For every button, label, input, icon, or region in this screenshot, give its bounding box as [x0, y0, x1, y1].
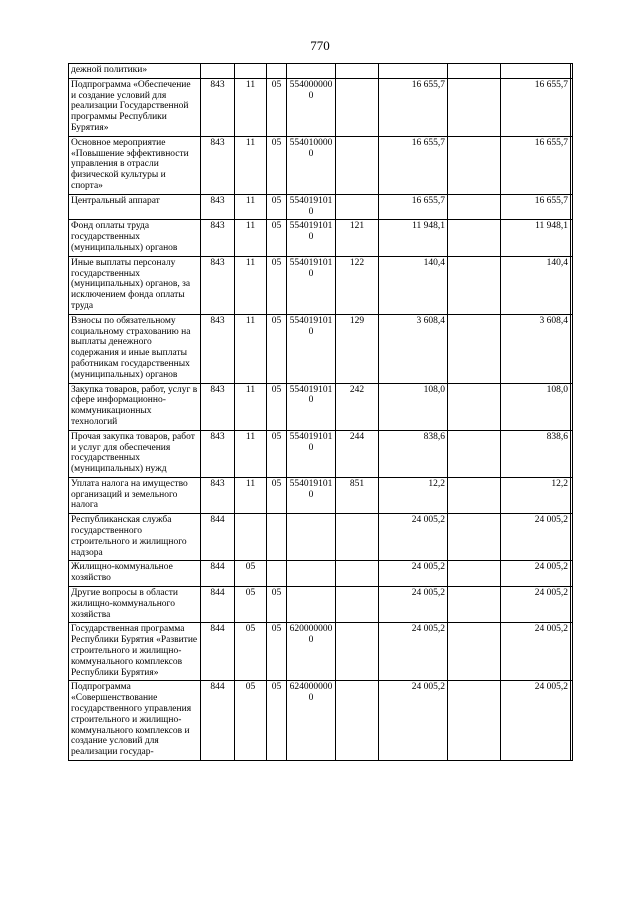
- cell-name: Иные выплаты персоналу государственных (муниципальных) органов, за исключением фонда оплаты труда: [69, 256, 201, 314]
- cell-rz: 11: [235, 220, 267, 256]
- cell-name: Прочая закупка товаров, работ и услуг для обеспечения государственных (муниципальных) нужд: [69, 430, 201, 477]
- cell-sum1: 140,4: [379, 256, 448, 314]
- empty-cell: [448, 587, 501, 623]
- cell-vr: [336, 78, 379, 136]
- budget-table: [68, 63, 573, 761]
- cell-vr: 122: [336, 256, 379, 314]
- cell-sum2: 12,2: [501, 477, 571, 513]
- cell-vr: [336, 514, 379, 561]
- empty-cell: [448, 136, 501, 194]
- cell-sum1: 11 948,1: [379, 220, 448, 256]
- cell-name: Жилищно-коммунальное хозяйство: [69, 561, 201, 587]
- table-row: [69, 256, 573, 314]
- table-row: [69, 514, 573, 561]
- page-number: 770: [310, 38, 330, 53]
- cell-sum2: 24 005,2: [501, 561, 571, 587]
- empty-cell: [571, 64, 573, 79]
- empty-cell: [448, 514, 501, 561]
- cell-name: Республиканская служба государственного строительного и жилищного надзора: [69, 514, 201, 561]
- cell-sum1: 24 005,2: [379, 623, 448, 681]
- empty-cell: [571, 514, 573, 561]
- cell-sum2: 11 948,1: [501, 220, 571, 256]
- empty-cell: [571, 623, 573, 681]
- empty-cell: [448, 561, 501, 587]
- cell-csr: 6200000000: [287, 623, 336, 681]
- cell-sum2: 16 655,7: [501, 194, 571, 220]
- cell-vr: 129: [336, 314, 379, 383]
- cell-csr: 5540191010: [287, 430, 336, 477]
- cell-sum2: 838,6: [501, 430, 571, 477]
- empty-cell: [448, 314, 501, 383]
- cell-rz: [235, 514, 267, 561]
- cell-name: дежной политики»: [69, 64, 201, 79]
- cell-sum1: 16 655,7: [379, 136, 448, 194]
- cell-vr: [336, 587, 379, 623]
- cell-pr: [267, 64, 287, 79]
- cell-name: Взносы по обязательному социальному страхованию на выплаты денежного содержания и иные выплаты работникам государственных (муниципальных) органов: [69, 314, 201, 383]
- empty-cell: [571, 561, 573, 587]
- cell-sum2: 24 005,2: [501, 681, 571, 761]
- empty-cell: [571, 194, 573, 220]
- cell-sum1: 16 655,7: [379, 194, 448, 220]
- cell-pr: 05: [267, 194, 287, 220]
- cell-csr: [287, 561, 336, 587]
- empty-cell: [571, 477, 573, 513]
- cell-rz: [235, 64, 267, 79]
- cell-rz: 11: [235, 256, 267, 314]
- cell-csr: 5540191010: [287, 220, 336, 256]
- cell-vr: 121: [336, 220, 379, 256]
- cell-sum2: 24 005,2: [501, 587, 571, 623]
- table-body: [69, 64, 573, 761]
- cell-rz: 11: [235, 78, 267, 136]
- cell-grbs: 843: [201, 194, 235, 220]
- cell-grbs: 843: [201, 430, 235, 477]
- table-row: [69, 220, 573, 256]
- cell-name: Другие вопросы в области жилищно-коммунального хозяйства: [69, 587, 201, 623]
- cell-name: Центральный аппарат: [69, 194, 201, 220]
- empty-cell: [448, 623, 501, 681]
- cell-grbs: 844: [201, 514, 235, 561]
- cell-pr: 05: [267, 136, 287, 194]
- cell-pr: 05: [267, 314, 287, 383]
- cell-grbs: 843: [201, 136, 235, 194]
- cell-grbs: [201, 64, 235, 79]
- empty-cell: [448, 64, 501, 79]
- cell-sum2: 16 655,7: [501, 78, 571, 136]
- table-row: [69, 383, 573, 430]
- cell-pr: 05: [267, 383, 287, 430]
- cell-sum1: 3 608,4: [379, 314, 448, 383]
- cell-vr: 242: [336, 383, 379, 430]
- cell-csr: [287, 514, 336, 561]
- cell-vr: [336, 561, 379, 587]
- cell-vr: [336, 681, 379, 761]
- cell-sum1: 16 655,7: [379, 78, 448, 136]
- cell-csr: 5540000000: [287, 78, 336, 136]
- cell-grbs: 843: [201, 314, 235, 383]
- cell-grbs: 843: [201, 383, 235, 430]
- cell-vr: [336, 64, 379, 79]
- empty-cell: [448, 681, 501, 761]
- cell-sum1: 24 005,2: [379, 681, 448, 761]
- cell-grbs: 844: [201, 587, 235, 623]
- cell-sum1: 24 005,2: [379, 587, 448, 623]
- empty-cell: [571, 587, 573, 623]
- empty-cell: [448, 220, 501, 256]
- empty-cell: [448, 383, 501, 430]
- cell-sum1: [379, 64, 448, 79]
- cell-sum1: 24 005,2: [379, 514, 448, 561]
- cell-csr: 5540100000: [287, 136, 336, 194]
- empty-cell: [571, 314, 573, 383]
- empty-cell: [571, 136, 573, 194]
- cell-sum2: 16 655,7: [501, 136, 571, 194]
- empty-cell: [571, 383, 573, 430]
- cell-pr: 05: [267, 220, 287, 256]
- cell-vr: [336, 136, 379, 194]
- cell-pr: [267, 514, 287, 561]
- cell-name: Уплата налога на имущество организаций и земельного налога: [69, 477, 201, 513]
- cell-csr: [287, 587, 336, 623]
- cell-csr: 5540191010: [287, 194, 336, 220]
- table-row: [69, 587, 573, 623]
- table-row: [69, 64, 573, 79]
- table-row: [69, 78, 573, 136]
- cell-name: Закупка товаров, работ, услуг в сфере информационно-коммуникационных технологий: [69, 383, 201, 430]
- cell-pr: [267, 561, 287, 587]
- cell-pr: 05: [267, 587, 287, 623]
- empty-cell: [448, 78, 501, 136]
- cell-rz: 11: [235, 314, 267, 383]
- cell-rz: 11: [235, 194, 267, 220]
- cell-pr: 05: [267, 623, 287, 681]
- table-row: [69, 477, 573, 513]
- empty-cell: [448, 430, 501, 477]
- cell-vr: 244: [336, 430, 379, 477]
- cell-rz: 11: [235, 477, 267, 513]
- empty-cell: [571, 430, 573, 477]
- cell-vr: [336, 623, 379, 681]
- cell-grbs: 843: [201, 256, 235, 314]
- cell-sum1: 838,6: [379, 430, 448, 477]
- cell-rz: 11: [235, 430, 267, 477]
- table-row: [69, 623, 573, 681]
- empty-cell: [448, 477, 501, 513]
- empty-cell: [448, 256, 501, 314]
- cell-rz: 11: [235, 383, 267, 430]
- table-row: [69, 430, 573, 477]
- empty-cell: [448, 194, 501, 220]
- empty-cell: [571, 220, 573, 256]
- cell-pr: 05: [267, 430, 287, 477]
- cell-sum2: 3 608,4: [501, 314, 571, 383]
- cell-name: Основное мероприятие «Повышение эффективности управления в отрасли физической культуры и спорта»: [69, 136, 201, 194]
- cell-grbs: 844: [201, 561, 235, 587]
- cell-csr: [287, 64, 336, 79]
- cell-pr: 05: [267, 78, 287, 136]
- cell-sum1: 24 005,2: [379, 561, 448, 587]
- cell-pr: 05: [267, 256, 287, 314]
- cell-vr: [336, 194, 379, 220]
- cell-csr: 5540191010: [287, 314, 336, 383]
- cell-rz: 05: [235, 561, 267, 587]
- empty-cell: [571, 681, 573, 761]
- cell-name: Фонд оплаты труда государственных (муниципальных) органов: [69, 220, 201, 256]
- cell-grbs: 843: [201, 220, 235, 256]
- cell-rz: 05: [235, 681, 267, 761]
- cell-rz: 05: [235, 623, 267, 681]
- empty-cell: [571, 256, 573, 314]
- cell-grbs: 843: [201, 477, 235, 513]
- cell-sum1: 108,0: [379, 383, 448, 430]
- cell-csr: 5540191010: [287, 477, 336, 513]
- cell-grbs: 843: [201, 78, 235, 136]
- table-row: [69, 314, 573, 383]
- cell-vr: 851: [336, 477, 379, 513]
- table-row: [69, 681, 573, 761]
- cell-sum2: 24 005,2: [501, 623, 571, 681]
- cell-grbs: 844: [201, 681, 235, 761]
- cell-rz: 11: [235, 136, 267, 194]
- cell-pr: 05: [267, 477, 287, 513]
- cell-csr: 5540191010: [287, 256, 336, 314]
- cell-csr: 5540191010: [287, 383, 336, 430]
- empty-cell: [571, 78, 573, 136]
- cell-pr: 05: [267, 681, 287, 761]
- cell-sum1: 12,2: [379, 477, 448, 513]
- cell-csr: 6240000000: [287, 681, 336, 761]
- cell-grbs: 844: [201, 623, 235, 681]
- cell-sum2: 24 005,2: [501, 514, 571, 561]
- cell-name: Подпрограмма «Обеспечение и создание условий для реализации Государственной программы Республики Бурятия»: [69, 78, 201, 136]
- cell-sum2: [501, 64, 571, 79]
- cell-name: Государственная программа Республики Бурятия «Развитие строительного и жилищно-коммунального комплексов Республики Бурятия»: [69, 623, 201, 681]
- table-row: [69, 561, 573, 587]
- cell-rz: 05: [235, 587, 267, 623]
- cell-sum2: 108,0: [501, 383, 571, 430]
- cell-sum2: 140,4: [501, 256, 571, 314]
- table-row: [69, 194, 573, 220]
- cell-name: Подпрограмма «Совершенствование государственного управления строительного и жилищно-коммунального комплексов и создание условий для реализации государ-: [69, 681, 201, 761]
- table-row: [69, 136, 573, 194]
